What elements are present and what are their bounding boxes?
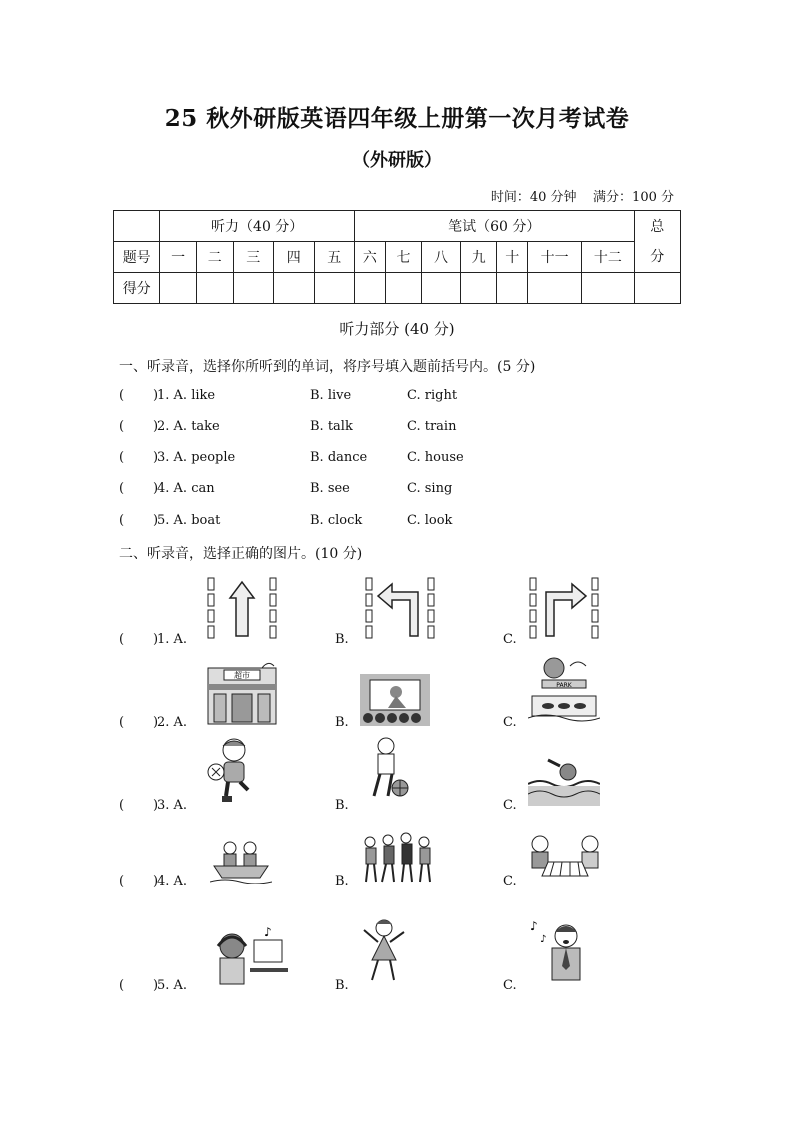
girl-dancing-icon[interactable] bbox=[360, 916, 410, 986]
answer-paren[interactable]: ( ) bbox=[119, 798, 159, 813]
option-c: C. house bbox=[407, 450, 464, 465]
answer-paren[interactable]: ( ) bbox=[119, 715, 159, 730]
straight-arrow-icon[interactable] bbox=[206, 576, 278, 640]
score-cell[interactable] bbox=[460, 273, 497, 304]
boy-playing-football-icon[interactable] bbox=[204, 736, 262, 806]
option-c-label: C. bbox=[503, 874, 517, 889]
question-number: 一 bbox=[160, 242, 197, 273]
option-b: B. live bbox=[310, 388, 352, 403]
answer-paren[interactable]: ( ) bbox=[119, 419, 159, 434]
supermarket-icon[interactable] bbox=[206, 660, 278, 726]
page-subtitle: （外研版） bbox=[352, 150, 442, 171]
part1-title: 一、听录音，选择你所听到的单词，将序号填入题前括号内。(5 分) bbox=[119, 359, 536, 375]
option-a-label: 3. A. bbox=[157, 798, 188, 813]
people-dancing-icon[interactable] bbox=[360, 830, 434, 886]
option-c-label: C. bbox=[503, 978, 517, 993]
question-number: 五 bbox=[314, 242, 355, 273]
svg-text:♪: ♪ bbox=[540, 934, 547, 945]
question-number: 九 bbox=[460, 242, 497, 273]
writing-header: 笔试（60 分） bbox=[355, 211, 635, 242]
turn-right-arrow-icon[interactable] bbox=[528, 576, 600, 640]
option-c-label: C. bbox=[503, 798, 517, 813]
option-a-label: 1. A. bbox=[157, 632, 188, 647]
option-b: B. talk bbox=[310, 419, 353, 434]
question-number: 四 bbox=[274, 242, 315, 273]
question-number: 七 bbox=[385, 242, 422, 273]
svg-text:♪: ♪ bbox=[264, 925, 272, 939]
option-a-label: 4. A. bbox=[157, 874, 188, 889]
score-cell[interactable] bbox=[196, 273, 233, 304]
swimming-icon[interactable] bbox=[528, 758, 600, 806]
score-cell[interactable] bbox=[274, 273, 315, 304]
score-cell[interactable] bbox=[497, 273, 528, 304]
score-cell[interactable] bbox=[582, 273, 634, 304]
score-cell[interactable] bbox=[314, 273, 355, 304]
option-a: 5. A. boat bbox=[157, 513, 221, 528]
page-title: 25 秋外研版英语四年级上册第一次月考试卷 bbox=[164, 105, 630, 132]
option-b: B. clock bbox=[310, 513, 363, 528]
answer-paren[interactable]: ( ) bbox=[119, 874, 159, 889]
option-b-label: B. bbox=[335, 632, 349, 647]
option-b: B. dance bbox=[310, 450, 368, 465]
option-b-label: B. bbox=[335, 715, 349, 730]
question-number: 三 bbox=[233, 242, 274, 273]
boy-playing-basketball-icon[interactable] bbox=[366, 736, 412, 806]
row-label-number: 题号 bbox=[114, 242, 160, 273]
option-a-label: 2. A. bbox=[157, 715, 188, 730]
score-table bbox=[113, 210, 681, 304]
question-number: 六 bbox=[355, 242, 386, 273]
score-cell[interactable] bbox=[385, 273, 422, 304]
listening-to-music-icon[interactable] bbox=[214, 924, 288, 986]
part2-title: 二、听录音，选择正确的图片。(10 分) bbox=[119, 546, 363, 562]
score-cell[interactable] bbox=[528, 273, 582, 304]
score-cell[interactable] bbox=[355, 273, 386, 304]
score-cell[interactable] bbox=[634, 273, 680, 304]
option-b-label: B. bbox=[335, 798, 349, 813]
question-number: 二 bbox=[196, 242, 233, 273]
option-c: C. right bbox=[407, 388, 458, 403]
option-a: 1. A. like bbox=[157, 388, 216, 403]
answer-paren[interactable]: ( ) bbox=[119, 388, 159, 403]
man-singing-icon[interactable] bbox=[528, 916, 586, 986]
option-c: C. train bbox=[407, 419, 457, 434]
score-table-corner bbox=[114, 211, 160, 242]
listening-header: 听力（40 分） bbox=[160, 211, 355, 242]
total-header: 总 分 bbox=[634, 211, 680, 273]
option-b: B. see bbox=[310, 481, 350, 496]
listening-section-title: 听力部分 (40 分) bbox=[339, 320, 455, 338]
option-a: 4. A. can bbox=[157, 481, 215, 496]
supermarket-sign-text: 超市 bbox=[234, 671, 250, 680]
answer-paren[interactable]: ( ) bbox=[119, 978, 159, 993]
option-c-label: C. bbox=[503, 632, 517, 647]
park-sign-text: PARK bbox=[556, 682, 572, 689]
cinema-icon[interactable] bbox=[360, 674, 430, 726]
question-number: 十一 bbox=[528, 242, 582, 273]
answer-paren[interactable]: ( ) bbox=[119, 632, 159, 647]
score-cell[interactable] bbox=[160, 273, 197, 304]
rowing-boat-icon[interactable] bbox=[210, 838, 272, 884]
row-label-score: 得分 bbox=[114, 273, 160, 304]
option-a: 3. A. people bbox=[157, 450, 236, 465]
time-and-score-info: 时间：40 分钟 满分：100 分 bbox=[490, 190, 674, 205]
score-cell[interactable] bbox=[422, 273, 461, 304]
answer-paren[interactable]: ( ) bbox=[119, 481, 159, 496]
question-number: 十二 bbox=[582, 242, 634, 273]
option-c: C. sing bbox=[407, 481, 453, 496]
option-b-label: B. bbox=[335, 978, 349, 993]
option-c-label: C. bbox=[503, 715, 517, 730]
svg-text:♪: ♪ bbox=[530, 919, 538, 933]
question-number: 八 bbox=[422, 242, 461, 273]
park-icon[interactable] bbox=[528, 656, 600, 722]
option-c: C. look bbox=[407, 513, 453, 528]
answer-paren[interactable]: ( ) bbox=[119, 513, 159, 528]
option-b-label: B. bbox=[335, 874, 349, 889]
playing-chess-icon[interactable] bbox=[528, 832, 602, 884]
turn-left-arrow-icon[interactable] bbox=[364, 576, 436, 640]
option-a-label: 5. A. bbox=[157, 978, 188, 993]
score-cell[interactable] bbox=[233, 273, 274, 304]
question-number: 十 bbox=[497, 242, 528, 273]
answer-paren[interactable]: ( ) bbox=[119, 450, 159, 465]
option-a: 2. A. take bbox=[157, 419, 220, 434]
